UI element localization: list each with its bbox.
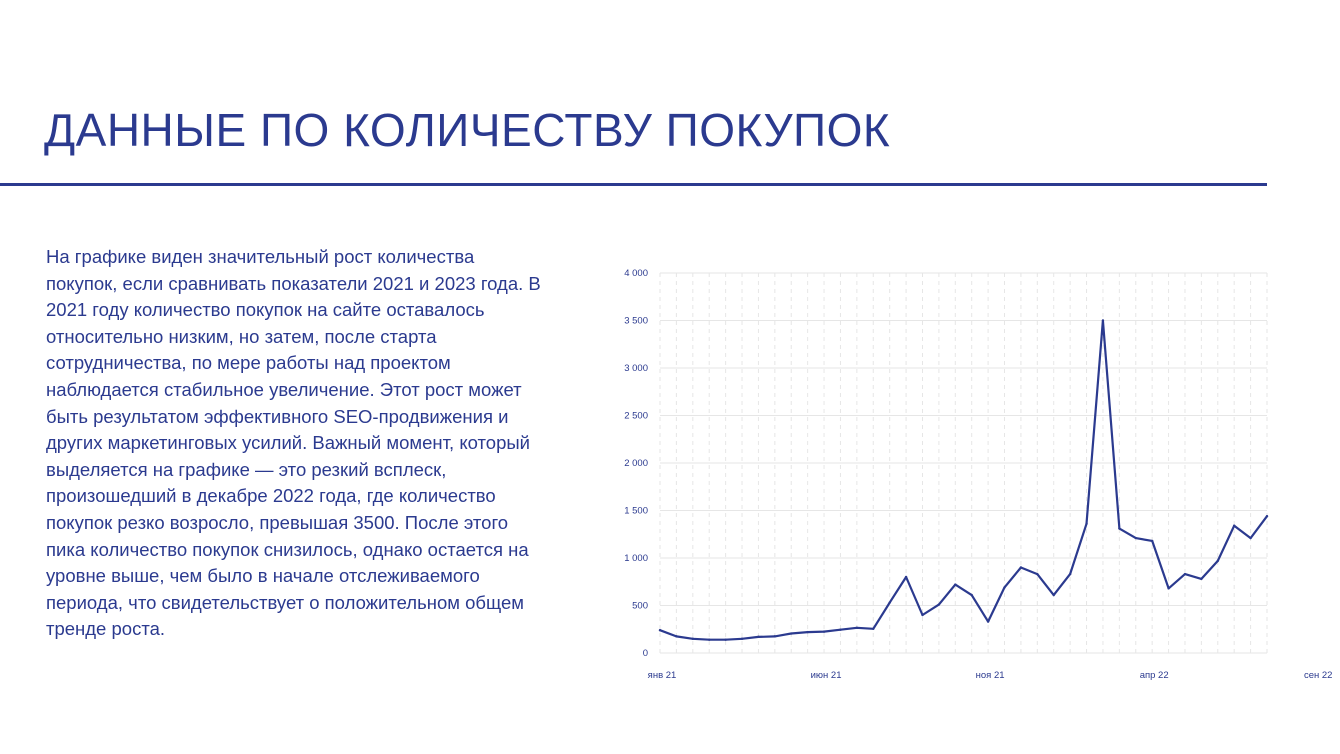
data-point <box>1053 594 1055 596</box>
description-paragraph: На графике виден значительный рост количества покупок, если сравнивать показатели 2021 и 2023 года. В 2021 году количество покупок на сайте оставалось относительно низким, но затем, после старта сотрудничества, по мере работы над проектом наблюдается стабильное увеличение. Этот рост может быть результатом эффективного SEO-продвижения и других маркетинговых усилий. Важный момент, который выделяется на графике — это резкий всплеск, произошедший в декабре 2022 года, где количество покупок резко возросло, превышая 3500. После этого пика количество покупок снизилось, однако остается на уровне выше, чем было в начале отслеживаемого периода, что свидетельствует о положительном общем тренде роста. <box>46 246 541 640</box>
data-point <box>1151 540 1153 542</box>
data-point <box>1233 525 1235 527</box>
data-point <box>921 614 923 616</box>
data-point <box>1217 560 1219 562</box>
title-divider <box>0 183 1267 186</box>
y-tick-label: 2 500 <box>624 410 648 422</box>
y-tick-label: 1 500 <box>624 505 648 517</box>
y-tick-label: 1 000 <box>624 553 648 564</box>
x-tick-label: янв 21 <box>647 670 677 681</box>
chart-grid <box>660 273 1267 653</box>
data-point <box>905 576 907 578</box>
data-point <box>1003 586 1005 588</box>
data-point <box>938 603 940 605</box>
page-title: ДАННЫЕ ПО КОЛИЧЕСТВУ ПОКУПОК <box>44 104 891 156</box>
y-tick-label: 2 000 <box>624 458 648 469</box>
data-point <box>1020 566 1022 568</box>
data-point <box>1036 573 1038 575</box>
data-point <box>659 629 661 631</box>
x-tick-label: апр 22 <box>1139 670 1169 681</box>
data-point <box>1135 537 1137 539</box>
x-tick-label: сен 22 <box>1303 670 1333 681</box>
data-point <box>954 583 956 585</box>
purchases-line-chart <box>600 255 1333 695</box>
data-point <box>1167 587 1169 589</box>
data-point <box>1266 515 1268 517</box>
y-tick-label: 3 500 <box>624 315 648 327</box>
data-point <box>872 628 874 630</box>
data-point <box>757 636 759 638</box>
data-point <box>790 632 792 634</box>
x-axis <box>648 670 1340 681</box>
data-point <box>1085 523 1087 525</box>
y-axis <box>624 268 648 659</box>
data-point <box>741 638 743 640</box>
data-point <box>724 639 726 641</box>
y-tick-label: 4 000 <box>624 268 648 279</box>
data-point <box>708 639 710 641</box>
y-tick-label: 3 000 <box>624 363 648 374</box>
data-point <box>1249 537 1251 539</box>
data-point <box>839 629 841 631</box>
data-point <box>971 594 973 596</box>
data-point <box>1200 578 1202 580</box>
data-point <box>888 601 890 603</box>
data-point <box>987 620 989 622</box>
data-point <box>1069 573 1071 575</box>
data-point <box>774 635 776 637</box>
y-tick-label: 0 <box>642 648 648 659</box>
data-point <box>806 631 808 633</box>
data-point <box>1102 319 1104 321</box>
y-tick-label: 500 <box>632 600 648 612</box>
data-point <box>823 630 825 632</box>
x-tick-label: ноя 21 <box>975 670 1005 681</box>
data-point <box>1184 573 1186 575</box>
data-point <box>675 635 677 637</box>
data-point <box>856 627 858 629</box>
x-tick-label: июн 21 <box>810 670 842 681</box>
data-point <box>692 638 694 640</box>
data-point <box>1118 527 1120 529</box>
